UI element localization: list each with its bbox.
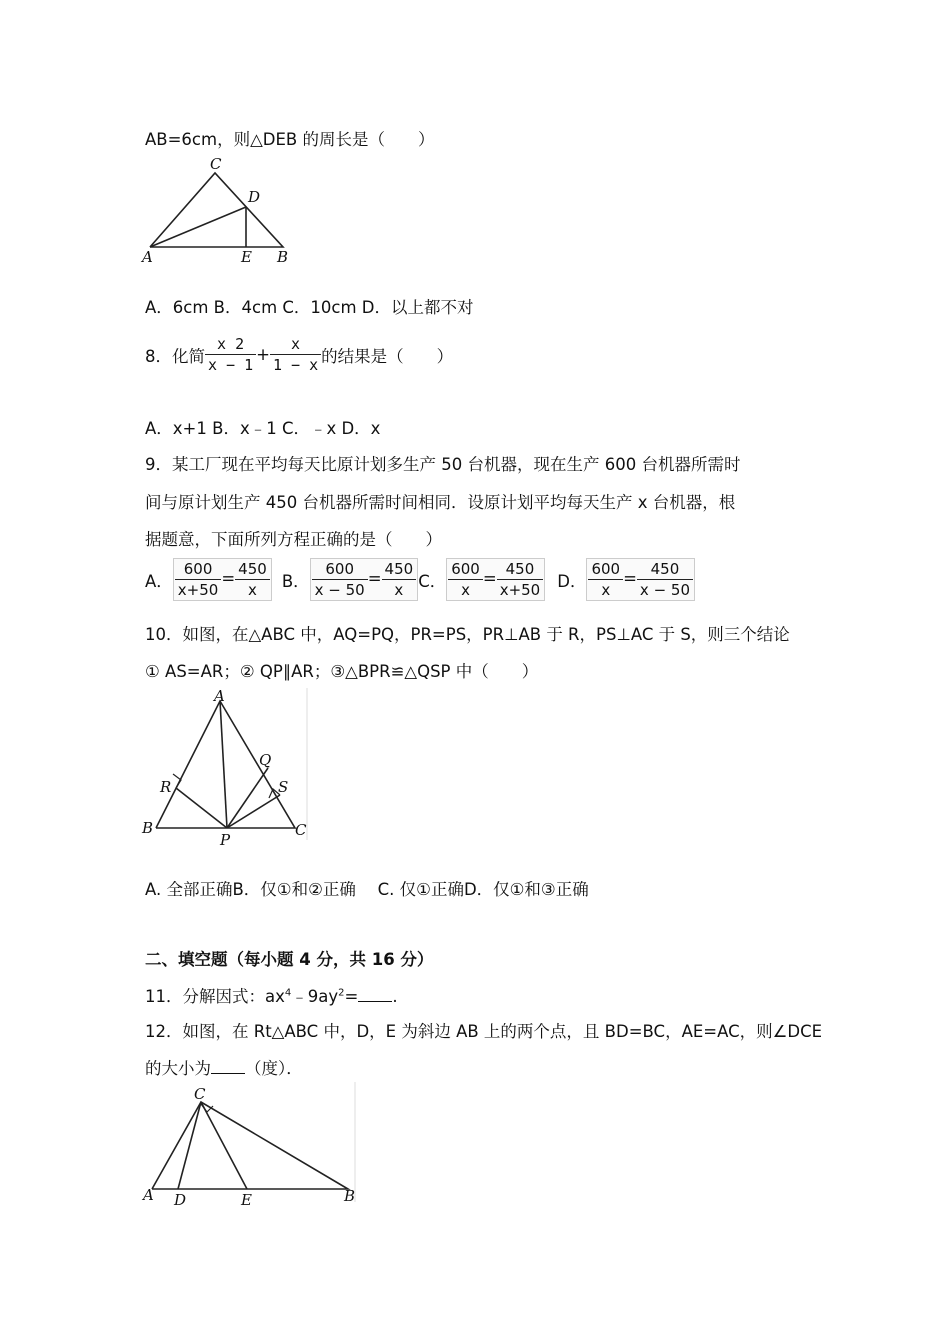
q9-c-rnum: 450 — [497, 559, 544, 580]
q9-b-rnum: 450 — [382, 559, 417, 580]
label-a: A — [214, 688, 225, 705]
q12-line-2-prefix: 的大小为 — [145, 1059, 211, 1078]
q11-sup-1: 4 — [284, 987, 292, 999]
label-s: S — [278, 778, 289, 796]
q12-line-2 — [145, 1055, 303, 1079]
q8-fraction-2 — [270, 334, 321, 375]
q9-opt-d-equation — [586, 558, 695, 601]
q9-line-1: 9．某工厂现在平均每天比原计划多生产 50 台机器，现在生产 600 台机器所需时 — [145, 455, 741, 474]
q12-answer-blank[interactable] — [211, 1059, 245, 1074]
label-a: A — [142, 248, 153, 266]
q9-opt-b-equation — [310, 558, 419, 601]
label-e: E — [241, 1191, 252, 1209]
q8-fraction-1 — [205, 334, 256, 375]
q9-line-2: 间与原计划生产 450 台机器所需时间相同．设原计划平均每天生产 x 台机器，根 — [145, 493, 736, 512]
q7-stem: AB=6cm，则△DEB 的周长是（ ） — [145, 130, 435, 149]
q9-a-lnum: 600 — [175, 559, 222, 580]
q9-b-rden: x — [394, 581, 404, 599]
q9-c-lnum: 600 — [448, 559, 483, 580]
q9-a-rnum: 450 — [235, 559, 270, 580]
q9-opt-a-label: A． — [145, 571, 173, 591]
q8-stem — [145, 334, 453, 375]
q7-triangle-figure — [140, 152, 300, 270]
q11-mid: ﹣9ay — [291, 987, 339, 1006]
label-b: B — [142, 819, 154, 837]
q9-b-lden: x − 50 — [314, 581, 365, 599]
q9-d-eq: = — [623, 569, 637, 588]
label-c: C — [295, 821, 307, 839]
label-b: B — [344, 1187, 356, 1205]
q8-plus: + — [256, 345, 270, 364]
label-a: A — [143, 1186, 154, 1204]
q9-opt-c-equation — [446, 558, 545, 601]
q8-frac1-num: x 2 — [205, 334, 256, 355]
q12-line-2-suffix: （度）． — [245, 1059, 303, 1078]
label-r: R — [160, 778, 172, 796]
label-c: C — [194, 1085, 206, 1103]
q12-triangle-figure — [138, 1082, 360, 1210]
label-q: Q — [259, 751, 272, 769]
label-d: D — [174, 1191, 187, 1209]
q8-frac2-den: 1 − x — [272, 356, 319, 374]
label-d: D — [248, 188, 261, 206]
q10-line-1: 10．如图，在△ABC 中，AQ=PQ，PR=PS，PR⊥AB 于 R，PS⊥AC 于 S，则三个结论 — [145, 625, 790, 644]
q8-frac1-den: x − 1 — [208, 356, 254, 374]
q11-sup-2: 2 — [338, 987, 345, 999]
q11-prefix: 11．分解因式：ax — [145, 987, 285, 1006]
q9-d-lden: x — [601, 581, 611, 599]
q9-opt-c-label: C． — [418, 571, 447, 591]
q9-d-rnum: 450 — [637, 559, 693, 580]
q8-options: A．x+1 B．x﹣1 C．﹣x D．x — [145, 419, 381, 438]
label-c: C — [210, 155, 222, 173]
q8-prefix: 8．化简 — [145, 346, 205, 366]
q9-c-rden: x+50 — [499, 581, 541, 599]
label-b: B — [277, 248, 289, 266]
q8-suffix: 的结果是（ ） — [321, 346, 454, 366]
q7-options: A．6cm B．4cm C．10cm D．以上都不对 — [145, 298, 474, 317]
q9-opt-a-equation — [173, 558, 272, 601]
label-e: E — [241, 248, 252, 266]
q11-answer-blank[interactable] — [358, 987, 392, 1002]
q9-d-lnum: 600 — [588, 559, 623, 580]
q9-a-lden: x+50 — [177, 581, 219, 599]
q9-c-eq: = — [482, 569, 497, 588]
q9-a-rden: x — [248, 581, 257, 599]
q8-frac2-num: x — [270, 334, 321, 355]
q11-eq: = — [344, 987, 359, 1006]
q10-options: A. 全部正确B．仅①和②正确 C. 仅①正确D．仅①和③正确 — [145, 880, 589, 899]
q9-opt-b-label: B． — [281, 571, 310, 591]
section-heading: 二、填空题（每小题 4 分，共 16 分） — [145, 950, 434, 969]
q12-line-1: 12．如图，在 Rt△ABC 中，D，E 为斜边 AB 上的两个点，且 BD=BC，AE=AC，则∠DCE — [145, 1022, 823, 1041]
q9-b-eq: = — [367, 569, 382, 588]
q9-a-eq: = — [221, 569, 236, 588]
q11-stem — [145, 983, 398, 1007]
q9-options — [145, 558, 695, 601]
q10-line-2: ① AS=AR；② QP∥AR；③△BPR≌△QSP 中（ ） — [145, 662, 539, 681]
q9-b-lnum: 600 — [312, 559, 368, 580]
q10-triangle-figure — [138, 688, 313, 848]
q9-opt-d-label: D． — [557, 571, 587, 591]
q9-d-rden: x − 50 — [639, 581, 690, 599]
q11-suffix: . — [392, 987, 398, 1006]
label-p: P — [220, 831, 231, 848]
q9-c-lden: x — [461, 581, 470, 599]
q9-line-3: 据题意，下面所列方程正确的是（ ） — [145, 530, 442, 549]
